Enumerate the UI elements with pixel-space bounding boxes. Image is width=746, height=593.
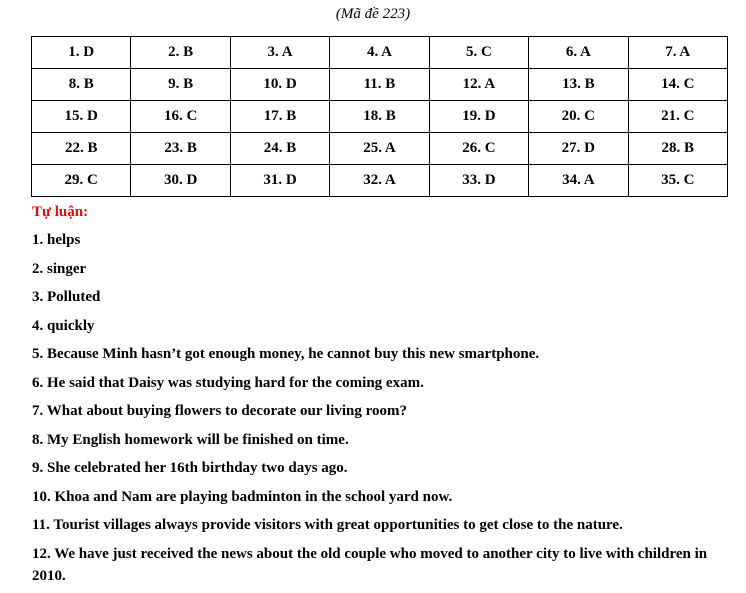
answer-cell: 16. C [131, 101, 230, 133]
answer-cell: 20. C [529, 101, 628, 133]
essay-answer-item: 7. What about buying flowers to decorate our living room? [32, 403, 408, 419]
answer-row [32, 165, 728, 197]
answer-cell: 25. A [330, 133, 429, 165]
answer-cell: 2. B [131, 37, 230, 69]
answer-cell: 14. C [628, 69, 727, 101]
essay-answer-item: 1. helps [32, 232, 81, 248]
essay-answer-item: 12. We have just received the news about the old couple who moved to another city to live with children in 2010. [32, 545, 708, 584]
essay-answer-item: 11. Tourist villages always provide visitors with great opportunities to get close to the nature. [32, 517, 623, 533]
answer-key-body [32, 37, 728, 197]
answer-row [32, 37, 728, 69]
essay-answer-item: 3. Polluted [32, 289, 101, 305]
answer-cell: 21. C [628, 101, 727, 133]
essay-answer-item: 10. Khoa and Nam are playing badminton in the school yard now. [32, 488, 453, 505]
essay-answer-list [32, 229, 736, 593]
answer-cell: 5. C [429, 37, 528, 69]
answer-cell: 10. D [230, 69, 329, 101]
answer-row [32, 101, 728, 133]
answer-cell: 31. D [230, 165, 329, 197]
answer-cell: 7. A [628, 37, 727, 69]
answer-cell: 29. C [32, 165, 131, 197]
answer-cell: 27. D [529, 133, 628, 165]
answer-cell: 6. A [529, 37, 628, 69]
answer-cell: 33. D [429, 165, 528, 197]
essay-answer-item: 8. My English homework will be finished on time. [32, 431, 349, 448]
answer-cell: 23. B [131, 133, 230, 165]
answer-cell: 18. B [330, 101, 429, 133]
essay-answer-item: 9. She celebrated her 16th birthday two days ago. [32, 460, 348, 476]
answer-cell: 32. A [330, 165, 429, 197]
answer-cell: 12. A [429, 69, 528, 101]
answer-cell: 34. A [529, 165, 628, 197]
answer-cell: 24. B [230, 133, 329, 165]
essay-section-title: Tự luận: [32, 204, 89, 220]
essay-answer-item: 4. quickly [32, 317, 95, 334]
answer-cell: 3. A [230, 37, 329, 69]
essay-answer-item: 2. singer [32, 260, 87, 277]
answer-cell: 9. B [131, 69, 230, 101]
answer-cell: 1. D [32, 37, 131, 69]
answer-cell: 4. A [330, 37, 429, 69]
answer-cell: 28. B [628, 133, 727, 165]
answer-cell: 15. D [32, 101, 131, 133]
answer-cell: 30. D [131, 165, 230, 197]
answer-cell: 17. B [230, 101, 329, 133]
answer-cell: 8. B [32, 69, 131, 101]
answer-cell: 13. B [529, 69, 628, 101]
answer-cell: 11. B [330, 69, 429, 101]
answer-cell: 22. B [32, 133, 131, 165]
answer-cell: 19. D [429, 101, 528, 133]
answer-row [32, 133, 728, 165]
answer-cell: 26. C [429, 133, 528, 165]
answer-cell: 35. C [628, 165, 727, 197]
answer-key-table [31, 36, 728, 197]
answer-row [32, 69, 728, 101]
exam-code-label: (Mã đề 223) [335, 6, 411, 22]
essay-answer-item: 6. He said that Daisy was studying hard for the coming exam. [32, 374, 424, 391]
essay-answer-item: 5. Because Minh hasn’t got enough money, he cannot buy this new smartphone. [32, 346, 540, 362]
